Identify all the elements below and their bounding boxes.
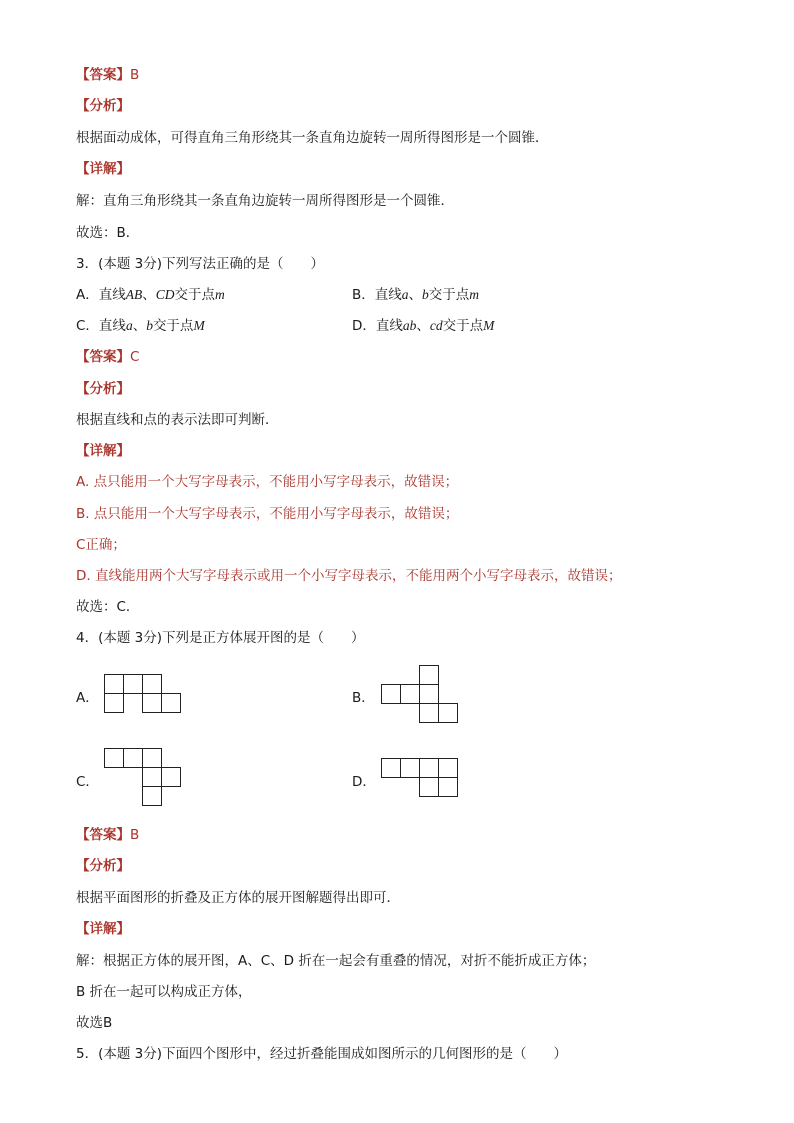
detail-tag: 【详解】 <box>76 443 130 459</box>
net-d-figure <box>381 758 459 798</box>
question-3-stem: 3．(本题 3分)下列写法正确的是（ ） <box>76 256 325 272</box>
net-c-square <box>105 749 124 768</box>
option-c-math1: a <box>125 318 133 333</box>
net-b-square <box>439 704 458 723</box>
analysis-text: 根据面动成体，可得直角三角形绕其一条直角边旋转一周所得图形是一个圆锥． <box>76 130 549 146</box>
net-a-square <box>162 694 181 713</box>
answer-line <box>76 826 139 844</box>
net-c-square <box>124 749 143 768</box>
net-a-figure <box>104 674 182 714</box>
net-a-square <box>124 675 143 694</box>
answer-line <box>76 66 139 84</box>
net-option-d-label: D． <box>352 774 376 790</box>
option-c-text: 交于点 <box>152 318 194 334</box>
option-a-math3: m <box>215 287 225 302</box>
analysis-text: 根据直线和点的表示法即可判断． <box>76 412 279 428</box>
net-option-a-label: A． <box>76 690 99 706</box>
option-d-math2: cd <box>429 318 443 333</box>
net-d-square <box>439 778 458 797</box>
detail-tag: 【详解】 <box>76 161 130 177</box>
answer-tag: 【答案】 <box>76 67 130 83</box>
option-a-math2: CD <box>155 287 175 302</box>
answer-tag: 【答案】 <box>76 827 130 843</box>
option-b-label: B．直线 <box>352 287 402 303</box>
net-b-square <box>420 704 439 723</box>
net-d-square <box>420 759 439 778</box>
net-d-square <box>420 778 439 797</box>
option-b <box>352 286 479 304</box>
detail-line-d: D. 直线能用两个大写字母表示或用一个小写字母表示，不能用两个小写字母表示，故错误； <box>76 568 622 584</box>
net-a-square <box>105 675 124 694</box>
detail-line-1: 解：根据正方体的展开图，A、C、D 折在一起会有重叠的情况，对折不能折成正方体； <box>76 953 596 969</box>
analysis-tag: 【分析】 <box>76 381 130 397</box>
net-option-c-label: C． <box>76 774 99 790</box>
option-d <box>352 317 494 335</box>
option-b-sep: 、 <box>408 287 423 303</box>
analysis-tag: 【分析】 <box>76 858 130 874</box>
net-c-square <box>143 749 162 768</box>
conclusion-text: 故选：B． <box>76 225 140 241</box>
option-b-math2: b <box>422 287 429 302</box>
option-c-label: C．直线 <box>76 318 126 334</box>
detail-tag: 【详解】 <box>76 921 130 937</box>
analysis-tag: 【分析】 <box>76 98 130 114</box>
option-c-math3: M <box>193 318 205 333</box>
answer-value: B <box>130 827 140 843</box>
conclusion-text: 故选B <box>76 1015 113 1031</box>
detail-text: 解：直角三角形绕其一条直角边旋转一周所得图形是一个圆锥． <box>76 193 454 209</box>
option-d-label: D．直线 <box>352 318 403 334</box>
net-a-square <box>143 675 162 694</box>
option-a <box>76 286 225 304</box>
net-b-square <box>401 685 420 704</box>
option-a-text: 交于点 <box>174 287 216 303</box>
conclusion-text: 故选：C． <box>76 599 140 615</box>
detail-line-2: B 折在一起可以构成正方体， <box>76 984 252 1000</box>
analysis-text: 根据平面图形的折叠及正方体的展开图解题得出即可． <box>76 890 400 906</box>
net-c-square <box>162 768 181 787</box>
option-a-label: A．直线 <box>76 287 126 303</box>
net-b-square <box>420 685 439 704</box>
net-c-square <box>143 787 162 806</box>
option-c <box>76 317 205 335</box>
answer-line <box>76 348 139 366</box>
answer-value: C <box>130 349 140 365</box>
option-d-math3: M <box>483 318 495 333</box>
net-b-figure <box>381 665 459 724</box>
option-b-math3: m <box>469 287 480 302</box>
net-d-square <box>382 759 401 778</box>
detail-line-b: B. 点只能用一个大写字母表示，不能用小写字母表示，故错误； <box>76 506 459 522</box>
net-a-square <box>143 694 162 713</box>
option-b-math1: a <box>401 287 409 302</box>
option-a-math1: AB <box>125 287 143 302</box>
net-c-figure <box>104 748 182 807</box>
detail-line-a: A. 点只能用一个大写字母表示，不能用小写字母表示，故错误； <box>76 474 459 490</box>
net-option-b-label: B． <box>352 690 375 706</box>
question-5-stem: 5．(本题 3分)下面四个图形中，经过折叠能围成如图所示的几何图形的是（ ） <box>76 1046 568 1062</box>
option-d-math1: ab <box>402 318 417 333</box>
detail-line-c: C正确； <box>76 537 126 553</box>
net-b-square <box>420 666 439 685</box>
net-b-square <box>382 685 401 704</box>
net-d-square <box>401 759 420 778</box>
net-a-square <box>105 694 124 713</box>
option-d-sep: 、 <box>416 318 430 334</box>
answer-value: B <box>130 67 140 83</box>
answer-tag: 【答案】 <box>76 349 130 365</box>
net-d-square <box>439 759 458 778</box>
option-c-math2: b <box>146 318 153 333</box>
net-c-square <box>143 768 162 787</box>
question-4-stem: 4．(本题 3分)下列是正方体展开图的是（ ） <box>76 630 365 646</box>
option-b-text: 交于点 <box>428 287 470 303</box>
option-c-sep: 、 <box>132 318 147 334</box>
option-a-sep: 、 <box>142 287 156 303</box>
option-d-text: 交于点 <box>442 318 484 334</box>
